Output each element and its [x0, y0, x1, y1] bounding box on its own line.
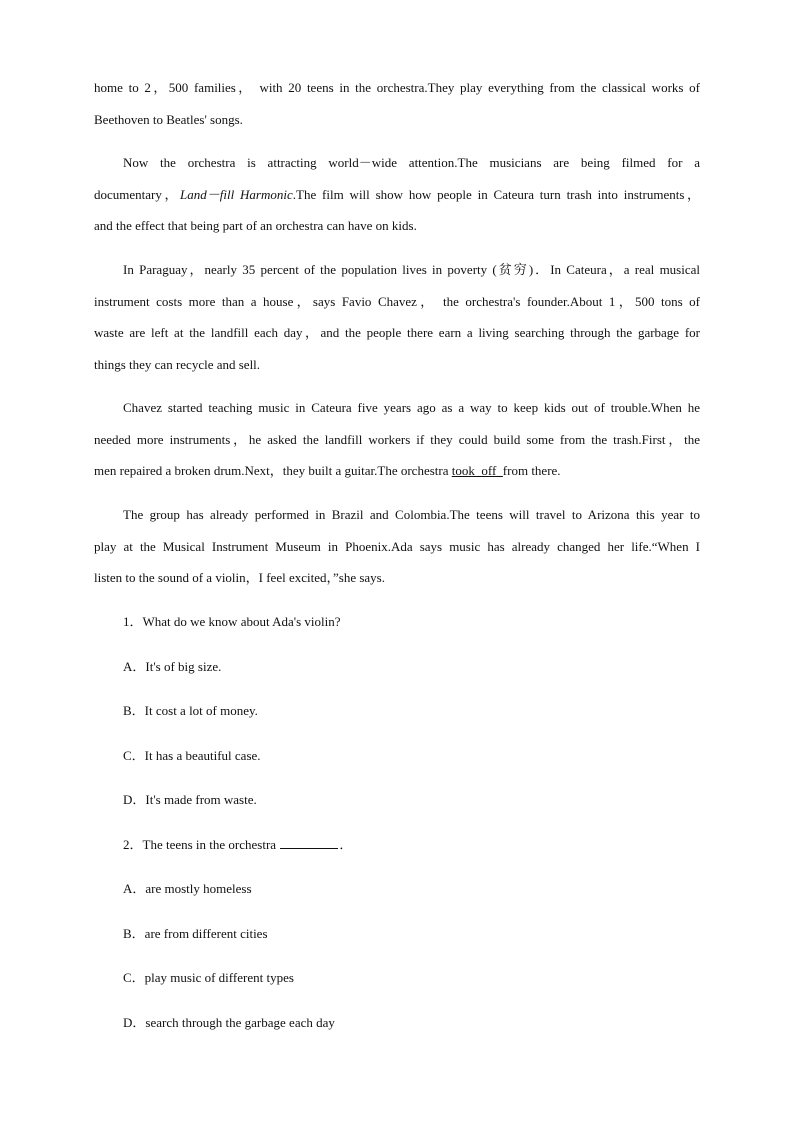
paragraph-line: things they can recycle and sell.	[94, 356, 261, 372]
question-2-option-a: A．are mostly homeless	[123, 881, 252, 896]
paragraph-line: Beethoven to Beatles' songs.	[94, 111, 243, 127]
text-run: .The film will show how people in Cateura turn trash into instruments，	[292, 186, 700, 202]
paragraph-line: listen to the sound of a violin，I feel excited，”she says.	[94, 570, 385, 585]
paragraph-line: Now the orchestra is attracting world－wide attention.The musicians are being filmed for a	[123, 155, 700, 170]
question-2-option-c: C．play music of different types	[123, 970, 294, 985]
answer-blank	[280, 835, 338, 849]
paragraph-documentary	[94, 147, 700, 242]
paragraph-line	[94, 455, 700, 487]
film-title: Land－fill Harmonic	[180, 186, 293, 202]
question-2-option-d: D．search through the garbage each day	[123, 1015, 335, 1030]
question-2-stem	[123, 835, 352, 855]
text-run: 2．The teens in the orchestra	[123, 837, 280, 852]
paragraph-line: waste are left at the landfill each day，and the people there earn a living searching through the garbage for	[94, 325, 700, 340]
paragraph-line: instrument costs more than a house，says Favio Chavez， the orchestra's founder.About 1，500 tons of	[94, 293, 700, 309]
paragraph-line	[94, 179, 700, 211]
paragraph-chavez	[94, 392, 700, 487]
question-1-option-a: A．It's of big size.	[123, 659, 222, 674]
text-run: documentary，	[94, 186, 181, 202]
question-2-option-b: B．are from different cities	[123, 926, 268, 941]
paragraph-line: needed more instruments，he asked the landfill workers if they could build some from the trash.First，the	[94, 431, 700, 447]
question-1-option-c: C．It has a beautiful case.	[123, 748, 261, 763]
paragraph-line: In Paraguay，nearly 35 percent of the population lives in poverty (贫穷)．In Cateura，a real musical	[123, 262, 700, 277]
paragraph-line: home to 2，500 families， with 20 teens in the orchestra.They play everything from the classical works of	[94, 80, 700, 95]
paragraph-line: and the effect that being part of an orchestra can have on kids.	[94, 218, 417, 233]
question-1-option-d: D．It's made from waste.	[123, 792, 257, 807]
paragraph-line: The group has already performed in Brazil and Colombia.The teens will travel to Arizona this year to	[123, 507, 700, 522]
paragraph-line: play at the Musical Instrument Museum in Phoenix.Ada says music has already changed her life.“When I	[94, 538, 700, 554]
underlined-phrase: took_off_	[451, 463, 503, 478]
paragraph-paraguay	[94, 254, 700, 380]
question-1-stem: 1．What do we know about Ada's violin?	[123, 614, 341, 629]
text-run: men repaired a broken drum.Next，they built a guitar.The orchestra	[94, 463, 452, 478]
text-run: from there.	[502, 463, 561, 478]
paragraph-continuation	[94, 72, 700, 135]
text-run: ．	[339, 837, 353, 852]
paragraph-performances	[94, 499, 700, 594]
question-1-option-b: B．It cost a lot of money.	[123, 703, 258, 718]
paragraph-line: Chavez started teaching music in Cateura five years ago as a way to keep kids out of trouble.When he	[123, 400, 700, 415]
